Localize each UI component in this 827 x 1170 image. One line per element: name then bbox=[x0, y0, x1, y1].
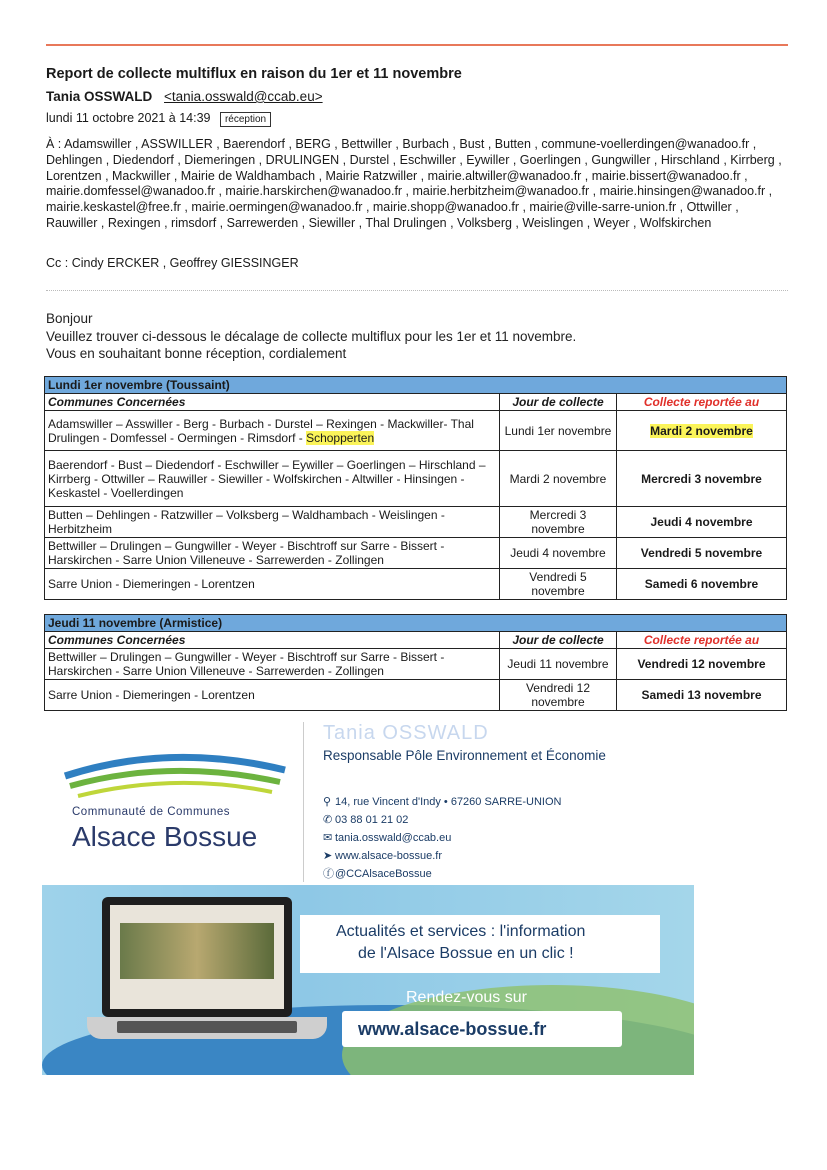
banner-subline: de l'Alsace Bossue en un clic ! bbox=[358, 945, 574, 962]
body-line: Veuillez trouver ci-dessous le décalage de collecte multiflux pour les 1er et 11 novembre. bbox=[46, 328, 577, 344]
jour-cell: Lundi 1er novembre bbox=[500, 411, 617, 451]
laptop-illustration bbox=[102, 897, 292, 1017]
jour-cell: Jeudi 4 novembre bbox=[500, 538, 617, 569]
report-cell: Vendredi 5 novembre bbox=[617, 538, 787, 569]
report-cell: Mardi 2 novembre bbox=[617, 411, 787, 451]
col-header-communes: Communes Concernées bbox=[45, 394, 500, 411]
report-cell: Samedi 6 novembre bbox=[617, 569, 787, 600]
table-row bbox=[45, 451, 787, 507]
alsace-bossue-logo bbox=[60, 748, 290, 858]
facebook-icon: ⓕ bbox=[323, 868, 334, 880]
email-date bbox=[46, 111, 271, 127]
col-header-report: Collecte reportée au bbox=[617, 632, 787, 649]
communes-cell: Sarre Union - Diemeringen - Lorentzen bbox=[45, 569, 500, 600]
jour-cell: Vendredi 5 novembre bbox=[500, 569, 617, 600]
email-subject: Report de collecte multiflux en raison du 1er et 11 novembre bbox=[46, 66, 462, 82]
logo-text-top: Communauté de Communes bbox=[72, 806, 231, 818]
sender-name: Tania OSSWALD bbox=[46, 89, 153, 104]
col-header-communes: Communes Concernées bbox=[45, 632, 500, 649]
jour-cell: Mercredi 3 novembre bbox=[500, 507, 617, 538]
signature-role: Responsable Pôle Environnement et Économie bbox=[323, 748, 606, 763]
highlighted-commune: Schopperten bbox=[306, 430, 375, 445]
banner-url[interactable]: www.alsace-bossue.fr bbox=[358, 1019, 547, 1039]
table-title: Lundi 1er novembre (Toussaint) bbox=[45, 377, 787, 394]
folder-tag: réception bbox=[220, 112, 271, 127]
separator bbox=[46, 290, 788, 291]
report-cell: Jeudi 4 novembre bbox=[617, 507, 787, 538]
report-cell: Samedi 13 novembre bbox=[617, 680, 787, 711]
signature-email-link[interactable]: tania.osswald@ccab.eu bbox=[335, 832, 452, 844]
jour-cell: Vendredi 12 novembre bbox=[500, 680, 617, 711]
table-row bbox=[45, 538, 787, 569]
communes-cell: Bettwiller – Drulingen – Gungwiller - Weyer - Bischtroff sur Sarre - Bissert - Harskirchen - Sarre Union Villeneuve - Sarrewerden - Zollingen bbox=[45, 538, 500, 569]
recipients-to: À : Adamswiller , ASSWILLER , Baerendorf , BERG , Bettwiller , Burbach , Bust , Butten , commune-voellerdingen@wanadoo.fr , Dehlingen , Diedendorf , Diemeringen , DRULINGEN , Durstel , Eschwiller , Eywiller , Goerlingen , Gungwiller , Hirschland , Kirrberg , Lorentzen , Mackwiller , Mairie de Waldhambach , Mairie Ratzwiller , mairie.altwiller@wanadoo.fr , mairie.bissert@wanadoo.fr , mairie.domfessel@wanadoo.fr , mairie.harskirchen@wanadoo.fr , mairie.herbitzheim@wanadoo.fr , mairie.hinsingen@wanadoo.fr , mairie.keskastel@free.fr , mairie.oermingen@wanadoo.fr , mairie.shopp@wanadoo.fr , mairie@ville-sarre-union.fr , Ottwiller , Rauwiller , Rexingen , rimsdorf , Sarrewerden , Siewiller , Thal Drulingen , Volksberg , Weislingen , Weyer , Wolfskirchen bbox=[46, 137, 782, 230]
location-pin-icon: ⚲ bbox=[323, 796, 332, 808]
table-row bbox=[45, 411, 787, 451]
facebook-link[interactable]: @CCAlsaceBossue bbox=[335, 868, 432, 880]
communes-cell: Baerendorf - Bust – Diedendorf - Eschwiller – Eywiller – Goerlingen – Hirschland – Kirrberg - Ottwiller – Rauwiller - Siewiller - Wolfskirchen - Altwiller - Hinsingen - Keskastel - Voellerdingen bbox=[45, 451, 500, 507]
communes-cell: Sarre Union - Diemeringen - Lorentzen bbox=[45, 680, 500, 711]
recipients-cc: Cc : Cindy ERCKER , Geoffrey GIESSINGER bbox=[46, 256, 299, 270]
sender bbox=[46, 89, 323, 104]
phone: 03 88 01 21 02 bbox=[335, 814, 409, 826]
address: 14, rue Vincent d'Indy • 67260 SARRE-UNION bbox=[335, 796, 562, 808]
banner-headline: Actualités et services : l'information bbox=[336, 923, 586, 940]
jour-cell: Mardi 2 novembre bbox=[500, 451, 617, 507]
signature-divider bbox=[303, 722, 304, 882]
signature-contact bbox=[323, 793, 561, 883]
schedule-table-toussaint bbox=[44, 376, 787, 600]
communes-cell: Adamswiller – Asswiller - Berg - Burbach - Durstel – Rexingen - Mackwiller- Thal Drulingen - Domfessel - Oermingen - Rimsdorf - Schopperten bbox=[45, 411, 500, 451]
table-row bbox=[45, 649, 787, 680]
logo-text-main: Alsace Bossue bbox=[72, 821, 258, 852]
email-body bbox=[46, 310, 576, 363]
laptop-base bbox=[87, 1017, 327, 1039]
banner-headline-box bbox=[300, 915, 660, 973]
communes-cell: Butten – Dehlingen - Ratzwiller – Volksberg – Waldhambach - Weislingen - Herbitzheim bbox=[45, 507, 500, 538]
communes-cell: Bettwiller – Drulingen – Gungwiller - Weyer - Bischtroff sur Sarre - Bissert - Harskirchen - Sarre Union Villeneuve - Sarrewerden - Zollingen bbox=[45, 649, 500, 680]
date-text: lundi 11 octobre 2021 à 14:39 bbox=[46, 111, 211, 125]
body-line: Vous en souhaitant bonne réception, cordialement bbox=[46, 346, 347, 361]
schedule-table-armistice bbox=[44, 614, 787, 711]
col-header-jour: Jour de collecte bbox=[500, 632, 617, 649]
banner-rdv: Rendez-vous sur bbox=[406, 989, 527, 1006]
website-link[interactable]: www.alsace-bossue.fr bbox=[335, 850, 442, 862]
header-divider bbox=[46, 44, 788, 46]
signature-name: Tania OSSWALD bbox=[323, 722, 489, 744]
table-title: Jeudi 11 novembre (Armistice) bbox=[45, 615, 787, 632]
banner-url-box[interactable] bbox=[342, 1011, 622, 1047]
mail-icon: ✉ bbox=[323, 832, 333, 844]
table-row bbox=[45, 507, 787, 538]
sender-email-link[interactable]: <tania.osswald@ccab.eu> bbox=[164, 89, 323, 104]
report-cell: Vendredi 12 novembre bbox=[617, 649, 787, 680]
table-row bbox=[45, 680, 787, 711]
phone-icon: ✆ bbox=[323, 814, 333, 826]
jour-cell: Jeudi 11 novembre bbox=[500, 649, 617, 680]
body-line: Bonjour bbox=[46, 311, 93, 326]
cursor-icon: ➤ bbox=[323, 850, 333, 862]
logo-wave-icon bbox=[60, 748, 290, 804]
col-header-jour: Jour de collecte bbox=[500, 394, 617, 411]
report-cell: Mercredi 3 novembre bbox=[617, 451, 787, 507]
col-header-report: Collecte reportée au bbox=[617, 394, 787, 411]
promo-banner[interactable] bbox=[42, 885, 694, 1075]
table-row bbox=[45, 569, 787, 600]
